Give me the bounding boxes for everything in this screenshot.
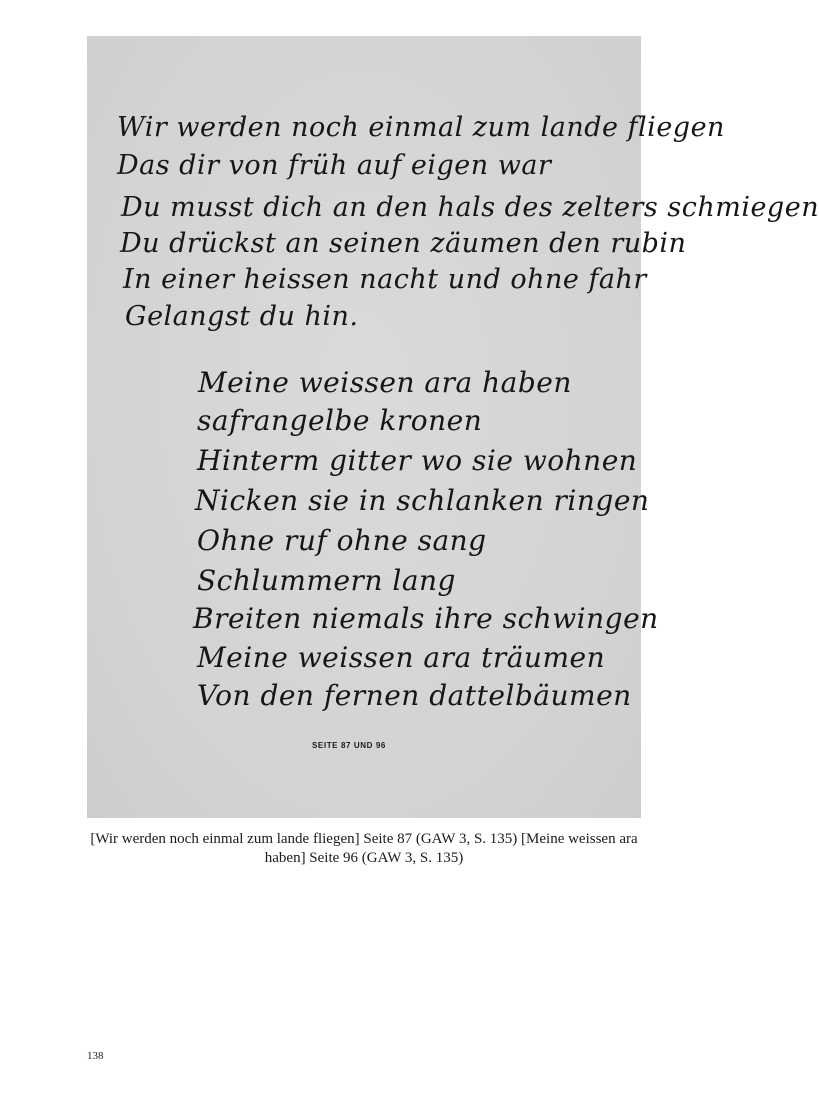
manuscript-line: Von den fernen dattelbäumen — [197, 679, 632, 712]
manuscript-line: Meine weissen ara haben — [198, 366, 572, 399]
manuscript-line: In einer heissen nacht und ohne fahr — [123, 264, 647, 295]
manuscript-line: Gelangst du hin. — [125, 301, 359, 332]
manuscript-line: Du musst dich an den hals des zelters schmiegen — [121, 192, 819, 223]
manuscript-line: Das dir von früh auf eigen war — [117, 150, 552, 181]
manuscript-line: Hinterm gitter wo sie wohnen — [197, 444, 638, 477]
manuscript-line: Ohne ruf ohne sang — [197, 524, 487, 557]
figure-caption: [Wir werden noch einmal zum lande fliegen] Seite 87 (GAW 3, S. 135) [Meine weissen ara haben] Seite 96 (GAW 3, S. 135) — [90, 831, 638, 866]
manuscript-line: safrangelbe kronen — [197, 404, 483, 437]
manuscript-line: Breiten niemals ihre schwingen — [193, 602, 659, 635]
manuscript-line: Meine weissen ara träumen — [197, 641, 606, 674]
manuscript-plate — [87, 36, 819, 818]
manuscript-line: Wir werden noch einmal zum lande fliegen — [117, 112, 725, 143]
manuscript-line: Du drückst an seinen zäumen den rubin — [120, 228, 687, 259]
manuscript-line: Schlummern lang — [197, 564, 456, 597]
manuscript-line: Nicken sie in schlanken ringen — [195, 484, 650, 517]
plate-page-note: SEITE 87 UND 96 — [312, 741, 386, 750]
page-number: 138 — [87, 1050, 104, 1062]
